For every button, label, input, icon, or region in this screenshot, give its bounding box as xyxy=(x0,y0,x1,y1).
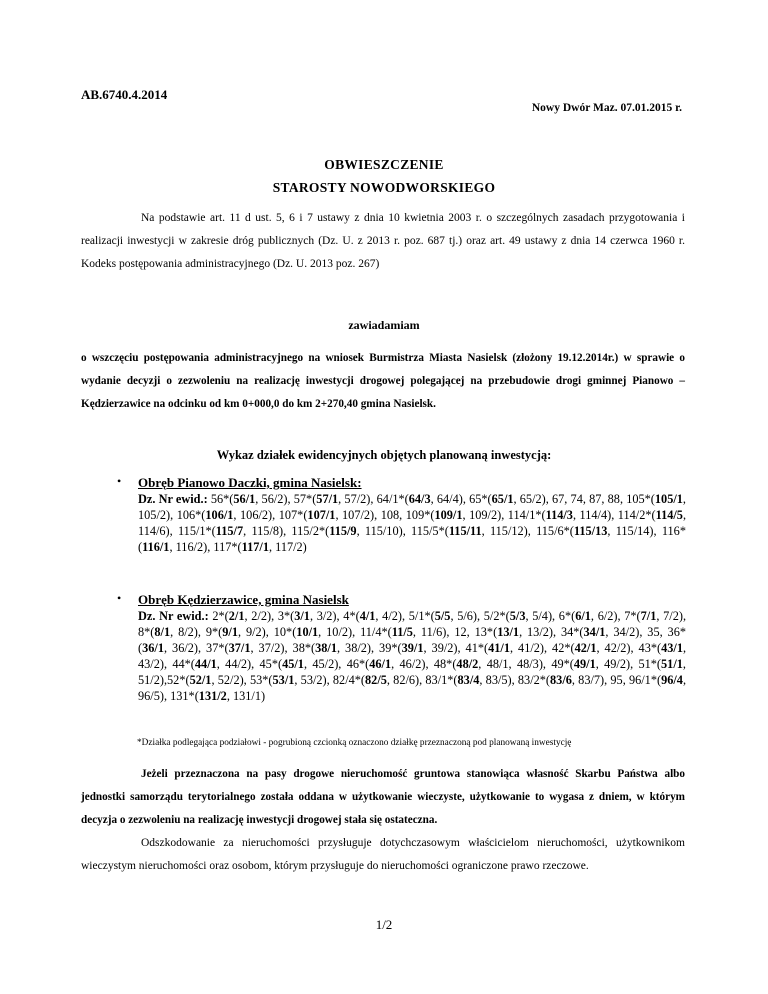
bold-parcel-number: 115/7 xyxy=(215,524,244,538)
parcel-numbers: 56*(56/1, 56/2), 57*(57/1, 57/2), 64/1*(64/3, 64/4), 65*(65/1, 65/2), 67, 74, 87, 88, 105*(105/1, 105/2), 106*(106/1, 106/2), 107*(107/1, 107/2), 108, 109*(109/1, 109/2), 114/1*(114/3, 114/4), 114/2*(114/5, 114/6), 115/1*(115/7, 115/8), 115/2*(115/9, 115/10), 115/5*(115/11, 115/12), 115/6*(115/13, 115/14), 116*(116/1, 116/2), 117*(117/1, 117/2) xyxy=(138,492,687,554)
bold-parcel-number: 107/1 xyxy=(307,508,336,522)
place-and-date: Nowy Dwór Maz. 07.01.2015 r. xyxy=(531,102,682,114)
bold-parcel-number: 53/1 xyxy=(272,673,295,687)
bold-parcel-number: 105/1 xyxy=(654,492,683,506)
bold-parcel-number: 4/1 xyxy=(359,609,376,623)
parcel-list xyxy=(138,608,686,704)
bold-parcel-number: 2/1 xyxy=(228,609,245,623)
bold-parcel-number: 83/6 xyxy=(550,673,572,687)
bold-parcel-number: 48/2 xyxy=(456,657,479,671)
bold-parcel-number: 37/1 xyxy=(228,641,251,655)
parcel-list xyxy=(138,491,686,555)
bold-parcel-number: 43/1 xyxy=(661,641,683,655)
bold-parcel-number: 109/1 xyxy=(434,508,463,522)
bold-parcel-number: 46/1 xyxy=(369,657,392,671)
bold-parcel-number: 7/1 xyxy=(640,609,657,623)
bullet-icon: • xyxy=(117,474,122,488)
precinct-item xyxy=(138,592,686,704)
bold-parcel-number: 49/1 xyxy=(573,657,596,671)
bold-parcel-number: 45/1 xyxy=(282,657,304,671)
bold-parcel-number: 115/13 xyxy=(573,524,608,538)
bold-parcel-number: 5/5 xyxy=(434,609,451,623)
announcement-paragraph: o wszczęciu postępowania administracyjnego na wniosek Burmistrza Miasta Nasielsk (złożony 19.12.2014r.) w sprawie o wydanie decyzji o zezwoleniu na realizację inwestycji drogowej polegającej na przebudowie drogi gminnej Pianowo – Kędzierzawice na odcinku od km 0+000,0 do km 2+270,40 gmina Nasielsk. xyxy=(81,352,685,410)
bold-parcel-number: 65/1 xyxy=(491,492,514,506)
bold-parcel-number: 52/1 xyxy=(189,673,212,687)
parcel-list-heading: Wykaz działek ewidencyjnych objętych planowaną inwestycją: xyxy=(216,448,552,462)
bold-parcel-number: 42/1 xyxy=(574,641,597,655)
parcel-label: Dz. Nr ewid.: xyxy=(138,492,208,506)
bold-parcel-number: 3/1 xyxy=(294,609,310,623)
bold-parcel-number: 131/2 xyxy=(198,689,227,703)
footnote: *Działka podlegająca podziałowi - pogrubioną czcionką oznaczono działkę przeznaczoną pod planowaną inwestycję xyxy=(137,738,572,748)
parcel-numbers: 2*(2/1, 2/2), 3*(3/1, 3/2), 4*(4/1, 4/2), 5/1*(5/5, 5/6), 5/2*(5/3, 5/4), 6*(6/1, 6/2), 7*(7/1, 7/2), 8*(8/1, 8/2), 9*(9/1, 9/2), 10*(10/1, 10/2), 11/4*(11/5, 11/6), 12, 13*(13/1, 13/2), 34*(34/1, 34/2), 35, 36*(36/1, 36/2), 37*(37/1, 37/2), 38*(38/1, 38/2), 39*(39/1, 39/2), 41*(41/1, 41/2), 42*(42/1, 42/2), 43*(43/1, 43/2), 44*(44/1, 44/2), 45*(45/1, 45/2), 46*(46/1, 46/2), 48*(48/2, 48/1, 48/3), 49*(49/1, 49/2), 51*(51/1, 51/2),52*(52/1, 52/2), 53*(53/1, 53/2), 82/4*(82/5, 82/6), 83/1*(83/4, 83/5), 83/2*(83/6, 83/7), 95, 96/1*(96/4, 96/5), 131*(131/2, 131/1) xyxy=(138,609,687,703)
parcel-label: Dz. Nr ewid.: xyxy=(138,609,209,623)
document-title: OBWIESZCZENIE xyxy=(324,157,444,172)
bold-parcel-number: 64/3 xyxy=(408,492,431,506)
bold-parcel-number: 9/1 xyxy=(222,625,238,639)
compensation-paragraph: Odszkodowanie za nieruchomości przysługuje dotychczasowym właścicielom nieruchomości, użytkownikom wieczystym nieruchomości oraz osobom, którym przysługuje do nieruchomości ograniczone prawo rzeczowe. xyxy=(81,837,685,872)
bold-parcel-number: 116/1 xyxy=(142,540,170,554)
bold-parcel-number: 114/5 xyxy=(655,508,683,522)
bold-parcel-number: 96/4 xyxy=(661,673,683,687)
perpetual-usufruct-paragraph: Jeżeli przeznaczona na pasy drogowe nieruchomość gruntowa stanowiąca własność Skarbu Państwa albo jednostki samorządu terytorialnego została oddana w użytkowanie wieczyste, użytkowanie to wygasa z dniem, w którym decyzja o zezwoleniu na realizację inwestycji drogowej stała się ostateczna. xyxy=(81,768,685,826)
precinct-name: Obręb Pianowo Daczki, gmina Nasielsk: xyxy=(138,475,362,490)
bold-parcel-number: 117/1 xyxy=(241,540,269,554)
bold-parcel-number: 34/1 xyxy=(583,625,606,639)
bold-parcel-number: 51/1 xyxy=(661,657,683,671)
bold-parcel-number: 115/11 xyxy=(448,524,482,538)
precinct-name: Obręb Kędzierzawice, gmina Nasielsk xyxy=(138,592,349,607)
bold-parcel-number: 82/5 xyxy=(365,673,387,687)
bold-parcel-number: 13/1 xyxy=(497,625,520,639)
announcement-heading: zawiadamiam xyxy=(348,318,420,332)
bold-parcel-number: 5/3 xyxy=(509,609,526,623)
bold-parcel-number: 114/3 xyxy=(545,508,573,522)
bold-parcel-number: 39/1 xyxy=(401,641,424,655)
page-number: 1/2 xyxy=(375,917,393,932)
bold-parcel-number: 38/1 xyxy=(315,641,337,655)
bold-parcel-number: 10/1 xyxy=(296,625,319,639)
bold-parcel-number: 41/1 xyxy=(488,641,510,655)
bold-parcel-number: 115/9 xyxy=(329,524,357,538)
bold-parcel-number: 56/1 xyxy=(233,492,256,506)
bold-parcel-number: 106/1 xyxy=(205,508,234,522)
bold-parcel-number: 6/1 xyxy=(575,609,591,623)
legal-basis-paragraph: Na podstawie art. 11 d ust. 5, 6 i 7 ustawy z dnia 10 kwietnia 2003 r. o szczególnych zasadach przygotowania i realizacji inwestycji w zakresie dróg publicznych (Dz. U. z 2013 r. poz. 687 tj.) oraz art. 49 ustawy z dnia 14 czerwca 1960 r. Kodeks postępowania administracyjnego (Dz. U. 2013 poz. 267) xyxy=(81,212,685,270)
case-reference: AB.6740.4.2014 xyxy=(81,87,168,102)
bold-parcel-number: 57/1 xyxy=(316,492,339,506)
bold-parcel-number: 8/1 xyxy=(154,625,171,639)
document-subtitle: STAROSTY NOWODWORSKIEGO xyxy=(272,180,496,195)
bold-parcel-number: 83/4 xyxy=(457,673,480,687)
bullet-icon: • xyxy=(117,591,122,605)
bold-parcel-number: 11/5 xyxy=(391,625,413,639)
bold-parcel-number: 44/1 xyxy=(194,657,217,671)
precinct-item xyxy=(138,475,686,555)
bold-parcel-number: 36/1 xyxy=(142,641,164,655)
